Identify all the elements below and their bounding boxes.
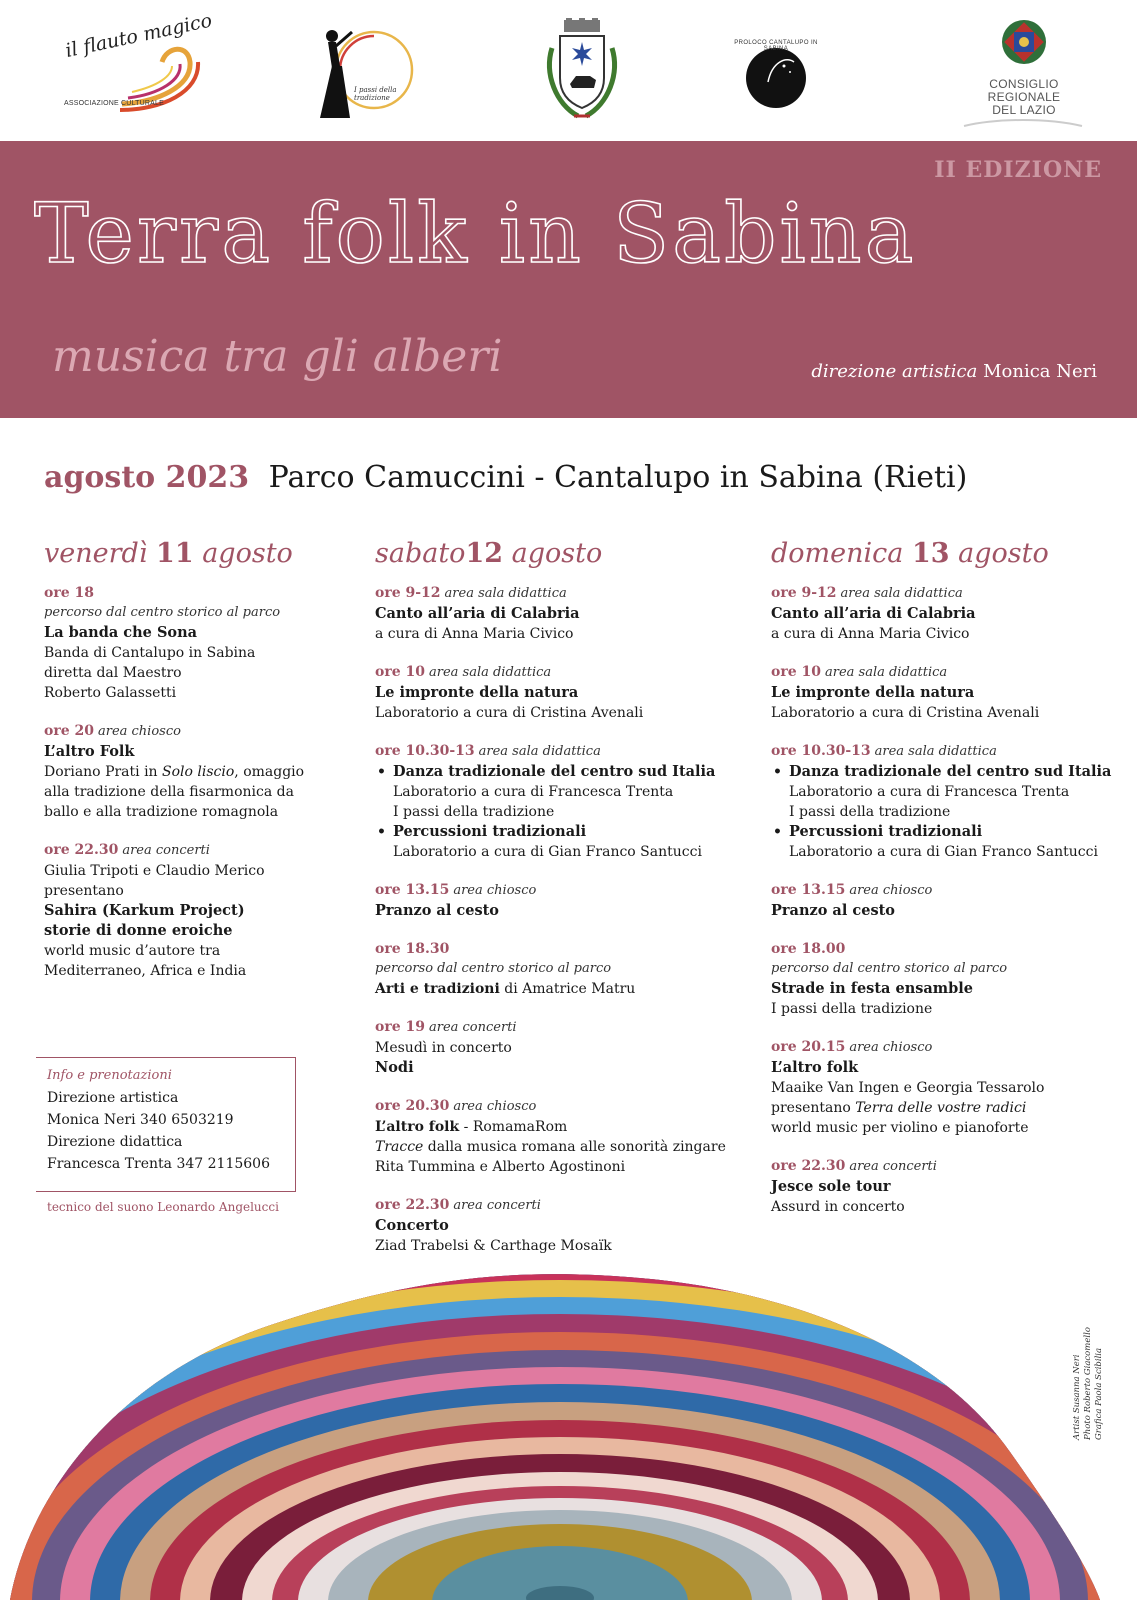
program-item	[375, 880, 735, 921]
event-area: area concerti	[453, 1198, 541, 1213]
crochet-blanket-image	[0, 1262, 1137, 1600]
event-title: Le impronte della natura	[375, 684, 579, 701]
event-line: I passi della tradizione	[393, 804, 555, 820]
event-text-italic: Tracce	[375, 1139, 424, 1155]
event-line: Laboratorio a cura di Cristina Avenali	[375, 705, 644, 721]
event-time: ore 10.30-13	[771, 743, 871, 759]
event-area: area sala didattica	[428, 665, 552, 680]
flauto-logo-name: il flauto magico	[63, 9, 214, 63]
info-line: Direzione artistica	[47, 1090, 179, 1106]
program-item	[771, 1037, 1131, 1138]
event-line: ballo e alla tradizione romagnola	[44, 804, 279, 820]
workshop-item	[375, 822, 735, 862]
event-area: area sala didattica	[840, 586, 963, 601]
saturday-heading	[375, 538, 735, 569]
event-text: di Amatrice Matru	[499, 981, 636, 997]
info-line: Direzione didattica	[47, 1134, 183, 1150]
program-item	[771, 741, 1131, 862]
event-line	[375, 979, 735, 999]
event-area: area sala didattica	[478, 744, 601, 759]
direction-label: direzione artistica	[811, 361, 978, 382]
event-line	[375, 1137, 735, 1157]
event-time: ore 9-12	[771, 585, 837, 601]
event-line	[44, 762, 334, 782]
event-path: percorso dal centro storico al parco	[44, 605, 281, 620]
event-time: ore 9-12	[375, 585, 441, 601]
event-title: Le impronte della natura	[771, 684, 975, 701]
consiglio-logo-text	[982, 78, 1066, 117]
event-time: ore 20.30	[375, 1098, 450, 1114]
event-title: Nodi	[375, 1059, 414, 1076]
day-name: domenica	[771, 538, 904, 569]
event-area: area concerti	[122, 843, 210, 858]
event-path: percorso dal centro storico al parco	[375, 961, 612, 976]
day-number: 12	[465, 538, 504, 569]
event-title: L’altro folk	[375, 1119, 460, 1135]
event-time: ore 13.15	[375, 882, 450, 898]
event-location: Parco Camuccini - Cantalupo in Sabina (Rieti)	[268, 460, 968, 495]
event-area: area chiosco	[849, 1040, 933, 1055]
event-line: a cura di Anna Maria Civico	[771, 626, 970, 642]
program-item	[771, 939, 1131, 1019]
event-text: dalla musica romana alle sonorità zingare	[423, 1139, 726, 1155]
info-heading: Info e prenotazioni	[47, 1068, 172, 1083]
credit-artist: Artist Susanna Neri	[1072, 1354, 1082, 1440]
event-title: Arti e tradizioni	[375, 981, 500, 997]
event-line: a cura di Anna Maria Civico	[375, 626, 574, 642]
event-title: Canto all’aria di Calabria	[771, 605, 976, 622]
event-time: ore 18.00	[771, 941, 846, 957]
program-item	[44, 583, 334, 703]
event-month: agosto 2023	[44, 460, 250, 495]
event-line: Ziad Trabelsi & Carthage Mosaïk	[375, 1238, 612, 1254]
title-banner	[0, 141, 1137, 418]
credit-photo: Photo Roberto Giacomello	[1083, 1327, 1093, 1440]
event-line: Giulia Tripoti e Claudio Merico	[44, 863, 265, 879]
program-item	[375, 583, 735, 644]
event-area: area chiosco	[849, 883, 933, 898]
program-item	[771, 583, 1131, 644]
event-title: Jesce sole tour	[771, 1178, 891, 1195]
event-title: Strade in festa ensamble	[771, 980, 974, 997]
festival-subtitle: musica tra gli alberi	[52, 331, 503, 382]
program-item	[375, 1017, 735, 1078]
workshop-item	[771, 822, 1131, 862]
day-month: agosto	[202, 538, 293, 569]
event-time: ore 22.30	[771, 1158, 846, 1174]
event-time: ore 10	[771, 664, 821, 680]
event-line: world music per violino e pianoforte	[771, 1120, 1029, 1136]
sunday-heading	[771, 538, 1131, 569]
event-area: area sala didattica	[444, 586, 567, 601]
passi-logo-name: I passi della tradizione	[354, 86, 397, 102]
event-area: area sala didattica	[874, 744, 997, 759]
event-area: area sala didattica	[824, 665, 948, 680]
workshop-title: • Percussioni tradizionali	[393, 823, 587, 840]
workshop-item	[375, 762, 735, 822]
event-time: ore 19	[375, 1019, 425, 1035]
sound-technician: tecnico del suono Leonardo Angelucci	[47, 1200, 279, 1214]
info-phone[interactable]: Francesca Trenta 347 2115606	[47, 1156, 270, 1172]
program-item	[375, 741, 735, 862]
event-area: area chiosco	[97, 724, 181, 739]
event-title: L’altro folk	[771, 1059, 859, 1076]
workshop-list	[375, 762, 735, 862]
proloco-logo	[728, 32, 824, 116]
event-time: ore 10.30-13	[375, 743, 475, 759]
program-item	[375, 662, 735, 723]
event-time: ore 22.30	[375, 1197, 450, 1213]
saturday-program	[375, 538, 735, 1274]
edition-label: II EDIZIONE	[934, 157, 1102, 183]
event-line: Mediterraneo, Africa e India	[44, 963, 247, 979]
event-title: Pranzo al cesto	[771, 902, 895, 919]
coat-of-arms-icon	[542, 18, 622, 122]
flauto-logo-sub: ASSOCIAZIONE CULTURALE	[64, 100, 164, 107]
event-time: ore 22.30	[44, 842, 119, 858]
event-line: Banda di Cantalupo in Sabina	[44, 645, 256, 661]
event-title: Sahira (Karkum Project)	[44, 902, 245, 919]
festival-title: Terra folk in Sabina	[34, 187, 917, 282]
program-item	[375, 1195, 735, 1256]
event-line	[771, 1098, 1131, 1118]
event-title: Concerto	[375, 1217, 449, 1234]
event-date-location	[44, 460, 967, 495]
program-item	[771, 1156, 1131, 1217]
event-line: Laboratorio a cura di Francesca Trenta	[789, 784, 1070, 800]
logo-bar	[0, 0, 1137, 140]
event-area: area chiosco	[453, 1099, 537, 1114]
event-line: Roberto Galassetti	[44, 685, 177, 701]
day-month: agosto	[958, 538, 1049, 569]
event-line: Maaike Van Ingen e Georgia Tessarolo	[771, 1080, 1045, 1096]
consiglio-line-2: REGIONALE	[987, 90, 1061, 104]
workshop-title: • Percussioni tradizionali	[789, 823, 983, 840]
day-name: venerdì	[44, 538, 148, 569]
event-line: Laboratorio a cura di Cristina Avenali	[771, 705, 1040, 721]
proloco-logo-name: PROLOCO CANTALUPO IN SABINA	[734, 40, 818, 52]
friday-program	[44, 538, 334, 999]
event-line: alla tradizione della fisarmonica da	[44, 784, 294, 800]
workshop-title: • Danza tradizionale del centro sud Italia	[393, 763, 716, 780]
workshop-list	[771, 762, 1131, 862]
event-time: ore 18.30	[375, 941, 450, 957]
passi-tradizione-logo	[310, 22, 430, 122]
event-area: area concerti	[849, 1159, 937, 1174]
event-line: Laboratorio a cura di Gian Franco Santucci	[789, 844, 1098, 860]
program-item	[375, 939, 735, 999]
consiglio-line-1: CONSIGLIO	[989, 77, 1059, 91]
event-title: Canto all’aria di Calabria	[375, 605, 580, 622]
event-line: Laboratorio a cura di Gian Franco Santucci	[393, 844, 702, 860]
day-month: agosto	[511, 538, 603, 569]
event-area: area concerti	[428, 1020, 517, 1035]
program-item	[771, 880, 1131, 921]
event-line: Mesudì in concerto	[375, 1040, 512, 1056]
workshop-item	[771, 762, 1131, 822]
event-text-italic: Solo liscio	[162, 764, 235, 780]
dancer-silhouette-icon	[310, 22, 430, 122]
direction-name: Monica Neri	[983, 361, 1097, 382]
consiglio-line-3: DEL LAZIO	[992, 103, 1056, 117]
event-time: ore 20.15	[771, 1039, 846, 1055]
event-time: ore 20	[44, 723, 94, 739]
event-line	[375, 1117, 735, 1137]
info-phone[interactable]: Monica Neri 340 6503219	[47, 1112, 234, 1128]
event-text: presentano	[771, 1100, 856, 1116]
event-time: ore 18	[44, 585, 94, 601]
day-name: sabato	[375, 538, 466, 569]
event-line: Laboratorio a cura di Francesca Trenta	[393, 784, 674, 800]
event-title: Pranzo al cesto	[375, 902, 499, 919]
event-text: - RomamaRom	[459, 1119, 568, 1135]
event-area: area chiosco	[453, 883, 537, 898]
sunday-program	[771, 538, 1131, 1235]
credit-grafica: Grafica Paola Scibilia	[1094, 1347, 1104, 1440]
event-line: diretta dal Maestro	[44, 665, 182, 681]
artistic-direction	[811, 361, 1097, 382]
event-line: I passi della tradizione	[771, 1001, 933, 1017]
program-item	[44, 840, 334, 981]
event-line: Rita Tummina e Alberto Agostinoni	[375, 1159, 626, 1175]
workshop-title: • Danza tradizionale del centro sud Italia	[789, 763, 1112, 780]
day-number: 13	[911, 538, 950, 569]
event-text: , omaggio	[234, 764, 305, 780]
friday-heading	[44, 538, 334, 569]
event-title: L’altro Folk	[44, 743, 135, 760]
event-line: presentano	[44, 883, 124, 899]
program-item	[771, 662, 1131, 723]
day-number: 11	[156, 538, 194, 569]
event-time: ore 10	[375, 664, 425, 680]
consiglio-regionale-logo	[958, 16, 1088, 134]
event-path: percorso dal centro storico al parco	[771, 961, 1008, 976]
program-item	[44, 721, 334, 822]
event-title: La banda che Sona	[44, 624, 198, 641]
info-box	[36, 1057, 296, 1192]
event-title-2: storie di donne eroiche	[44, 922, 233, 939]
event-line: Assurd in concerto	[771, 1199, 905, 1215]
event-line: world music d’autore tra	[44, 943, 221, 959]
program-item	[375, 1096, 735, 1177]
stemma-comune-logo	[542, 18, 622, 122]
event-time: ore 13.15	[771, 882, 846, 898]
event-line: I passi della tradizione	[789, 804, 951, 820]
event-text: Doriano Prati in	[44, 764, 163, 780]
event-text-italic: Terra delle vostre radici	[855, 1100, 1027, 1116]
flauto-magico-logo	[62, 9, 214, 122]
